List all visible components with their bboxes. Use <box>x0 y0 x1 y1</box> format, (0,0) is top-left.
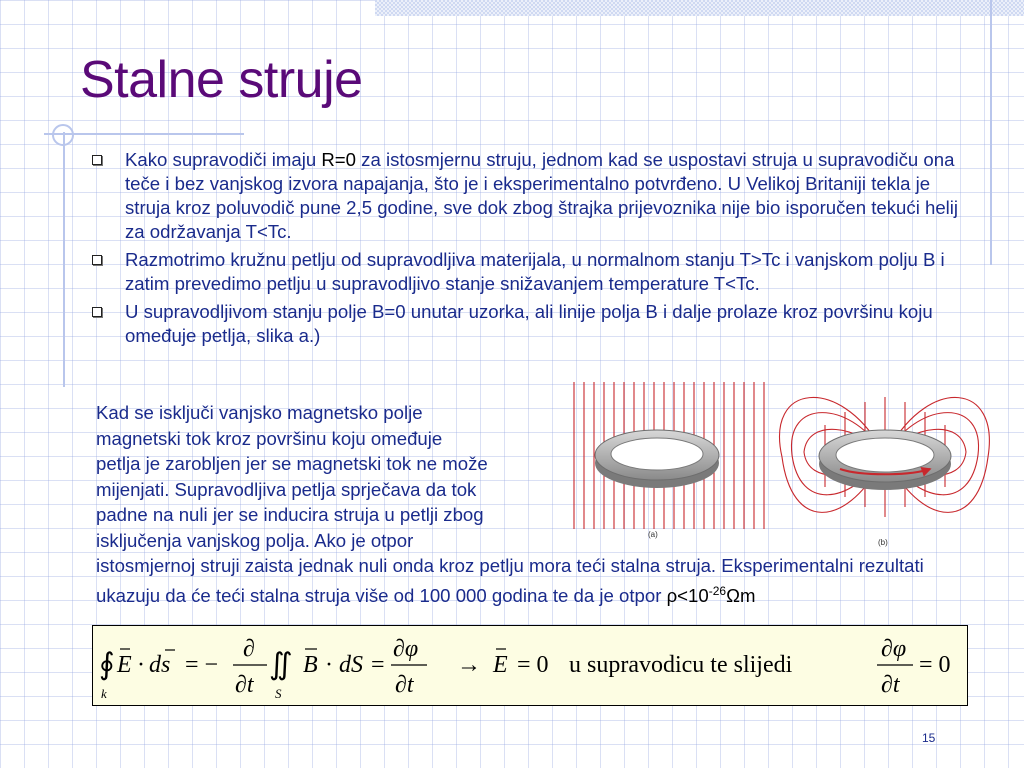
equals-zero-2: = 0 <box>919 652 951 678</box>
dot-operator: · <box>325 652 333 678</box>
vector-e2-symbol: E <box>493 652 508 678</box>
equation-box <box>92 625 968 706</box>
double-integral-symbol: ∬ <box>269 648 293 681</box>
contour-integral-symbol: ∮ <box>99 648 115 681</box>
ohm-symbol: Ω <box>726 584 740 606</box>
bullet-3-text: U supravodljivom stanju polje B=0 unutar uzorka, ali linije polja B i dalje prolaze kroz površinu koju omeđuje petlja, slika a.) <box>125 301 933 346</box>
bullet-1-pre: Kako supravodiči imaju <box>125 149 322 170</box>
equals-minus: = − <box>185 652 219 678</box>
dot-operator: · <box>137 652 145 678</box>
rho-symbol: ρ <box>666 584 678 606</box>
paragraph-text: Kad se isključi vanjsko magnetsko polje magnetski tok kroz površinu koju omeđuje petlja je zarobljen jer se magnetski tok ne može mijenjati. Supravodljiva petlja sprječava da tok padne na nuli jer se inducira struja u petlji zbog isključenja vanjskog polja. Ako je otpor istosmjernoj struji zaista jednak nuli onda kroz petlju mora teći stalna struja. Eksperimentalni rezultati ukazuju da će teći stalna struja više od 100 000 godina te da je otpor <box>96 402 924 606</box>
vector-e-symbol: E <box>117 652 132 678</box>
dt-denominator: ∂t <box>395 672 414 698</box>
surface-subscript: S <box>275 686 282 701</box>
bullet-list <box>92 148 972 352</box>
resistance-exponent: -26 <box>708 583 727 598</box>
bullet-2-text: Razmotrimo kružnu petlju od supravodljiva materijala, u normalnom stanju T>Tc i vanjskom polju B i zatim prevedimo petlju u supravodljivo stanje snižavanjem temperature T<Tc. <box>125 249 945 294</box>
contour-subscript: k <box>101 686 107 701</box>
dphi-numerator: ∂φ <box>393 636 419 662</box>
bullet-1-post: za istosmjernu struju, jednom kad se uspostavi struja u supravodiču ona teče i bez vanjskog izvora napajanja, što je i eksperimentalno potvrđeno. U Velikoj Britaniji tekla je struja kroz poluvodič pune 2,5 godine, sve dok zbog štrajka prijevoznika nije bio isporučen tekući helij za održavanja T<Tc. <box>125 149 959 242</box>
vector-b-symbol: B <box>303 652 318 678</box>
ring-b <box>819 430 951 490</box>
partial-denominator: ∂t <box>235 672 254 698</box>
square-bullet-icon <box>92 155 102 165</box>
bullet-item-3 <box>92 300 972 348</box>
dt2-denominator: ∂t <box>881 672 900 698</box>
equation-text: u supravodicu te slijedi <box>569 652 793 678</box>
equals-sign: = <box>371 652 385 678</box>
bullet-item-2 <box>92 248 972 296</box>
decor-circle <box>52 124 74 146</box>
decor-line-left <box>63 132 65 387</box>
slide-title: Stalne struje <box>80 51 363 109</box>
partial-numerator: ∂ <box>243 636 255 662</box>
square-bullet-icon <box>92 307 102 317</box>
bullet-1-highlight: R=0 <box>321 149 357 170</box>
dS-symbol: dS <box>339 652 363 678</box>
meter-unit: m <box>739 584 756 606</box>
ds-symbol: ds <box>149 652 171 678</box>
top-decor-band <box>375 0 1024 16</box>
decor-line-right <box>990 0 992 265</box>
ring-a <box>595 430 719 488</box>
decor-line-title <box>44 133 244 135</box>
equation-svg <box>93 626 967 705</box>
figure-a-label: (a) <box>648 530 658 539</box>
magnetic-field-figure <box>560 377 990 552</box>
equals-zero: = 0 <box>517 652 549 678</box>
page-number: 15 <box>922 731 936 745</box>
dphi2-numerator: ∂φ <box>881 636 907 662</box>
square-bullet-icon <box>92 255 102 265</box>
figure-b-label: (b) <box>878 538 888 547</box>
bullet-item-1 <box>92 148 972 244</box>
resistance-less-than: <10 <box>677 584 709 606</box>
arrow-icon: → <box>457 652 481 678</box>
